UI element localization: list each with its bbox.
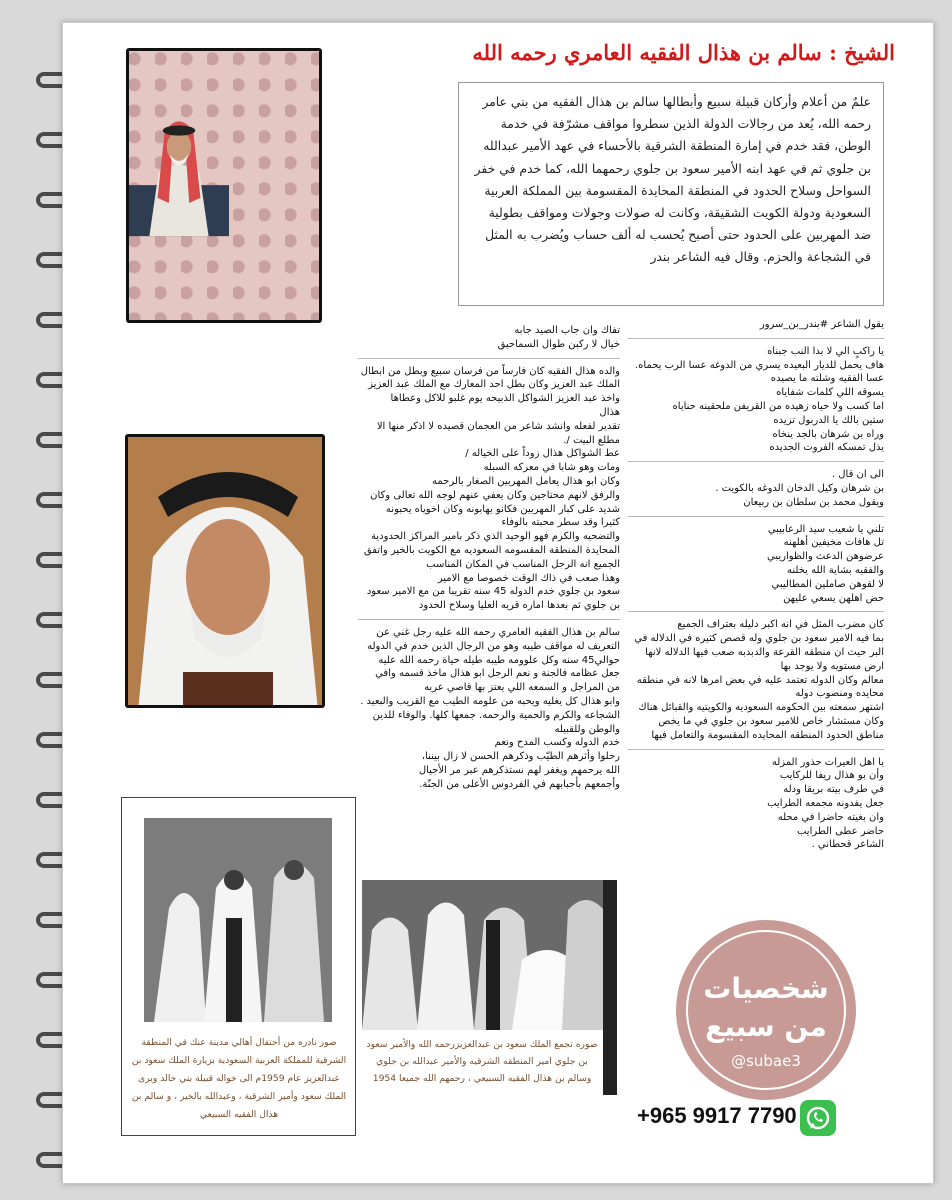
verse-line: يا راكبٍ الي لا بدا النب جبناه [767,345,884,357]
verse-line: اما كسب ولا حياه زهيده من القريفن ملحقينه حناياه [672,400,884,412]
text-line: الجميع انه الرجل المناسب في المكان المناسب [426,558,620,570]
text-line: وكان ابو هذال يعامل المهربين الصغار بالرحمه [432,475,620,487]
text-line: المحايدة المنطقة المقسومه السعوديه مع الكويت بالخير واتفق [363,544,620,556]
verse-line: يذل تمسكه الفروت الجديده [769,442,884,454]
logo-line-1: شخصيات [703,972,829,1005]
paragraph-father [358,365,620,613]
verse-line: خيال لا ركبن طوال السماحيق [497,338,620,350]
text-line: رحلوا وأثرهم الطيّب وذكرهم الحسن لا زال بيننا، [421,751,620,763]
poet-intro: يقول الشاعر #بندر_بن_سرور [759,319,884,330]
verse-line: حض اهلهن يسعي عليهن [783,592,884,604]
text-line: سالم بن هذال الفقيه العامري رحمه الله عليه رجل غني عن [376,626,620,638]
phone-number[interactable]: +965 9917 7790 [637,1103,797,1128]
text-line: والرفق لانهم محتاجين وكان يعفي عنهم لوجه الله تعالى وكان [370,489,620,501]
verse-line: وان بغيته حاضرا في محله [777,811,884,823]
text-line: شديد على كبار المهربين فكانو يهابونه وكان اخوياه يحبونه [385,503,620,515]
historic-photo-2 [362,880,617,1095]
text-line: الملك عبد العزيز وكان بطل احد المعارك مع الملك عبد العزيز [368,379,620,391]
bw-photo-image [362,880,617,1030]
historic-photo-1 [121,797,356,1136]
whatsapp-icon[interactable] [800,1100,836,1136]
verse-line: هاف يحمل للديار البعيده يسري من الدوغه عسا الرب يحماه. [634,359,884,371]
text-line: مطلع البيت /. [563,434,620,446]
text-line: اشتهر سمعته بين الحكومه السعوديه والكويتيه والقبائل هناك [638,702,884,714]
text-line: وابو هذال كل يغليه ويحبه من علومه الطيب مع القريب والبعيد . [360,695,620,707]
poem-2 [628,523,884,606]
text-line: بما فيه الامير سعود بن جلوي وله قصص كثيره في الدلاله في [634,633,884,645]
verse-line: تفاك وان جاب الصيد جابه [514,325,620,336]
text-line: وكان مستشار خاص للامير سعود بن جلوي في ما يخص [658,715,884,727]
paragraph-a [628,468,884,509]
verse-line: لا لقوهن صاملين المطاليبي [771,578,884,590]
text-line: عط الشواكل هذال زوداً على الخياله / [465,448,620,460]
text-line: ومات وهو شابا في معركه السبله [483,462,620,474]
text-line: كان مضرب المثل في انه اكبر دليله بعتراف الجميع [677,619,884,631]
text-line: والده هذال الفقيه كان فارساً من فرسان سبيع وبطل من ابطال [360,365,620,377]
verse-line: تلني يا شعيب سيد الرعابيبي [767,523,884,535]
text-line: خدم الدوله وكسب المدح ونعم [494,737,620,749]
page-title: الشيخ : سالم بن هذال الفقيه العامري رحمه الله [472,40,895,65]
text-line: تقدير لفعله وانشد شاعر من العجمان قصيده لا اذكر منها الا [376,420,620,432]
intro-text: علمٌ من أعلام وأركان قبيلة سبيع وأبطالها سالم بن هذال الفقيه من بني عامر رحمه الله، يُعد من رجالات الدولة الذين سطروا مواقف مشرّفة في خدمة الوطن، فقد خدم في إمارة المنطقة الشرقية بالأحساء في عهد الأمير عبدالله بن جلوي ثم في عهد ابنه الأمير سعود بن جلوي رحمهما الله، كما خدم في خفر السواحل وسلاح الحدود في المنطقة المحايدة المقسومة بين المملكة العربية السعودية ودولة الكويت الشقيقة، وكانت له صولات وجولات ومواقف بطولية ضد المهربين على الحدود حتى أصبح يُحسب له ألف حساب ويُضرب به المثل في الشجاعة والحزم. وقال فيه الشاعر بندر [458,82,884,306]
text-line: الشجاعه والكرم والحمية والرحمه. جمعها كلها. والوفاء للدين [372,709,620,721]
text-line: هذال [599,406,620,418]
text-line: والوطن وللقبيله [554,723,620,735]
text-line: ويقول محمد بن سلطان بن ربيعان [743,496,884,508]
text-line: الله يرحمهم ويغفر لهم نستذكرهم عبر مر الأجيال [418,764,620,776]
verse-line: عسا الفقيه وشلته ما يصيده [770,373,884,385]
text-line: معالم وكان الدوله تعتمد عليه في بعض امرها لانه في منطقه [636,674,884,686]
verse-line: ستين بالك يا الدربول تزيده [773,414,884,426]
text-line: بن شرهان وكيل الدخان الدوغه بالكويت . [715,482,884,494]
right-text-column [628,318,884,852]
text-line: التعريف له مواقف طيبه وهو من الرجال الذين خدم في الدوله [367,640,620,652]
verse-line: وأن بو هذال ريفا للركايب [779,770,884,782]
left-text-column [358,324,620,792]
text-line: سعود بن جلوي خدم الدوله 45 سنه تقريبا من مع الامير سعود [366,586,620,598]
verse-line: تل هافات مخيفين أهلهنه [783,537,884,549]
text-line: الى ان قال . [831,469,884,481]
portrait-photo-2 [125,434,325,708]
verse-line: حاضر عطى الطرايب [796,825,884,837]
poem-1 [628,345,884,455]
photo-edge [603,880,617,1095]
text-line: وهذا صعب في ذاك الوقت خصوصا مع الامير [437,572,620,584]
text-line: بن جلوي ثم بعدها اماره قريه العليا وسلاح الحدود [418,600,620,612]
verse-line: جعل يفدونه مجمعه الطرايب [767,797,884,809]
portrait-photo-1 [126,48,322,323]
brand-logo [676,920,856,1100]
text-line: البر حيث ان منطقه القرعة والدبدبه صعب فيها الدلاله لانها [645,646,884,658]
verse-line: والفقيه بشاية الله يخلنه [786,564,884,576]
poem-3 [628,756,884,853]
text-line: وأجمعهم بأحبابهم في الفردوس الأعلى من الجنّة. [419,778,620,790]
text-line: محايده ومنصوب دوله [795,688,884,700]
verse-block [358,324,620,352]
text-line: ارض مستويه ولا يوجد بها [780,660,884,672]
paragraph-b [628,618,884,742]
text-line: واخذ عبد العزيز الشواكل الذبيحه يوم غلبو للاكل وعطاها [390,393,620,405]
verse-line: يسوقه اللي كلمات شفاياه [776,387,884,399]
verse-line: عرضوهن الدعث والظواريبي [766,551,884,563]
photo-caption: صوره تجمع الملك سعود بن عبدالعزيزرحمه الله والأمير سعود بن جلوي امير المنطقه الشرقيه والأمير عبدالله بن جلوي وسالم بن هذال الفقيه السبيعي ، رحمهم الله جميعا 1954 [366,1039,598,1084]
verse-line: الشاعر قحطاني . [811,839,884,851]
text-line: من المراجل و السمعه اللي يعتز بها قاصي عربه [424,682,620,694]
text-line: جعل عظامه فالجنة و نعم الرجل ابو هذال ماخذ قسمه وافي [375,668,620,680]
text-line: مناطق الحدود المنطقه المحايده المقسومة والتعامل فيها [651,729,884,741]
bw-photo-image [144,818,332,1022]
text-line: والتضحيه والكرم فهو الوحيد الذي ذكر بامير المراكز الحدودية [371,531,620,543]
verse-line: في طرف بيته بريقا ودله [783,784,884,796]
paragraph-tribute [358,626,620,792]
logo-line-2: من سبيع [705,1010,827,1043]
text-line: حوالي45 سنه وكل علوومه طيبه طيله حياة رحمه الله عليه [378,654,620,666]
verse-line: وراه بن شرهان بالجد ينخاه [772,428,884,440]
logo-handle: @subae3 [731,1052,801,1070]
photo-caption: صور نادره من أحتفال أهالي مدينة عنك في المنطقة الشرقية للمملكة العربية السعودية بزيارة الملك سعود بن عبدالعزيز عام 1959م الى خواله قبيلة بني خالد ويرى الملك سعود وأمير الشرقية ، وعبدالله بالخير ، و سالم بن هذال الفقيه السبيعي [131,1037,347,1120]
text-line: كثيرا وقد سطر محبته بالوفاء [501,517,620,529]
verse-line: يا اهل العيرات حذور المزله [771,756,884,768]
